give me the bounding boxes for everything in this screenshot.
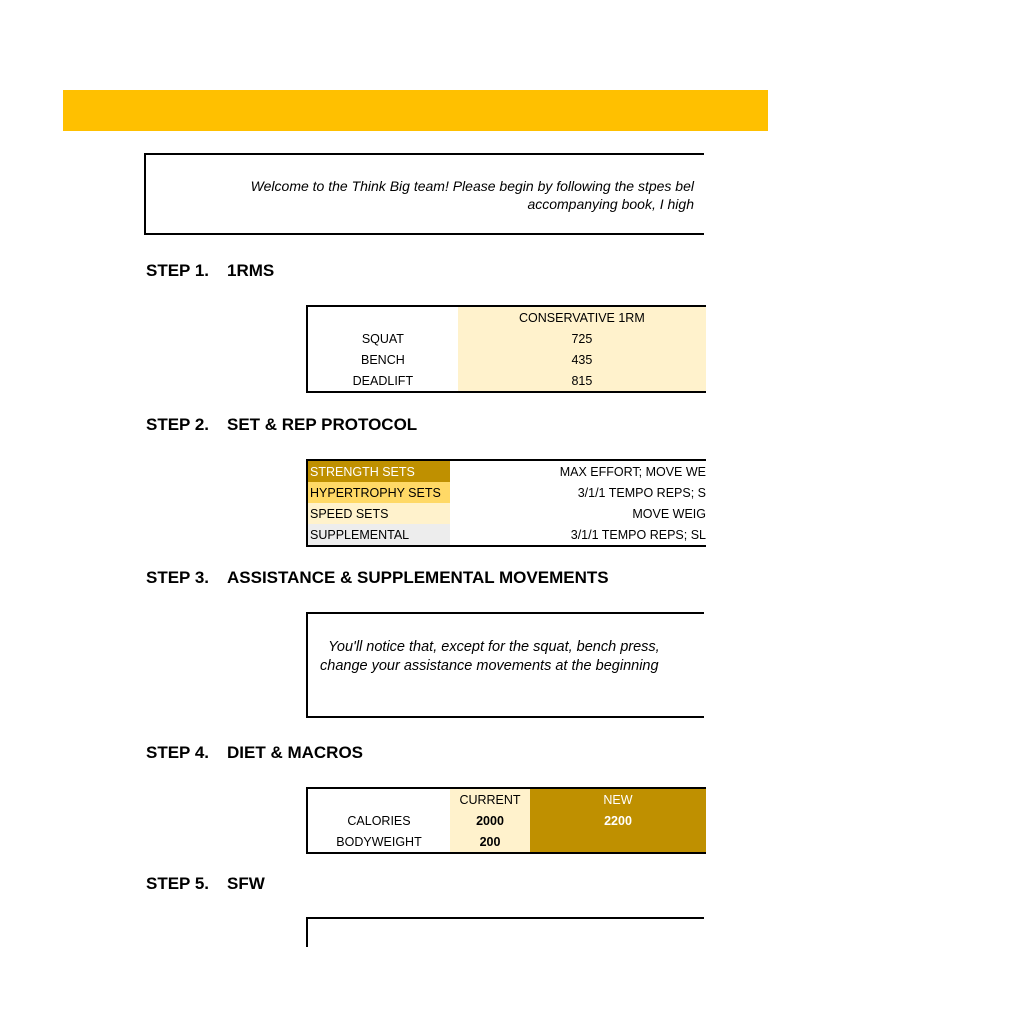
welcome-box [144, 153, 704, 235]
assistance-note-box [306, 612, 704, 718]
protocol-desc: MOVE WEIG [632, 506, 706, 521]
note-line-1: You'll notice that, except for the squat, bench press, [328, 639, 660, 655]
diet-label: CALORIES [347, 813, 411, 828]
protocol-desc: 3/1/1 TEMPO REPS; S [577, 485, 706, 500]
welcome-text [0, 177, 694, 213]
step-title: SET & REP PROTOCOL [227, 415, 418, 434]
step-5-heading [146, 874, 265, 894]
step-title: 1RMS [227, 261, 275, 280]
step-title: ASSISTANCE & SUPPLEMENTAL MOVEMENTS [227, 568, 609, 587]
step-title: SFW [227, 874, 265, 893]
table-row [307, 328, 706, 349]
table-row [307, 460, 706, 482]
welcome-line-2: accompanying book, I high [527, 196, 694, 212]
table-row [307, 306, 706, 328]
current-value[interactable]: 2000 [450, 810, 530, 831]
step-number: STEP 1. [146, 261, 209, 280]
step-number: STEP 2. [146, 415, 209, 434]
step-number: STEP 4. [146, 743, 209, 762]
lift-value[interactable]: 435 [458, 349, 706, 370]
assistance-note-text [320, 638, 1020, 676]
welcome-line-1: Welcome to the Think Big team! Please begin by following the stpes bel [250, 178, 694, 194]
step-2-heading [146, 415, 417, 435]
protocol-label: HYPERTROPHY SETS [307, 482, 450, 503]
table-row [307, 503, 706, 524]
protocol-label: STRENGTH SETS [307, 460, 450, 482]
new-value: 2200 [530, 810, 706, 831]
protocol-label: SPEED SETS [307, 503, 450, 524]
lift-value[interactable]: 815 [458, 370, 706, 392]
current-value[interactable]: 200 [450, 831, 530, 853]
one-rm-header: CONSERVATIVE 1RM [458, 306, 706, 328]
step-1-heading [146, 261, 274, 281]
protocol-desc: 3/1/1 TEMPO REPS; SL [570, 527, 706, 542]
protocol-table [306, 459, 706, 547]
table-row [307, 524, 706, 546]
lift-label: SQUAT [361, 331, 404, 346]
step-3-heading [146, 568, 609, 588]
diet-label: BODYWEIGHT [336, 834, 422, 849]
protocol-label: SUPPLEMENTAL [307, 524, 450, 546]
one-rm-table [306, 305, 706, 393]
table-row [307, 370, 706, 392]
diet-table [306, 787, 706, 854]
table-cell [307, 788, 450, 810]
step-4-heading [146, 743, 363, 763]
lift-label: BENCH [361, 352, 405, 367]
step-number: STEP 3. [146, 568, 209, 587]
note-line-2: change your assistance movements at the beginning [320, 658, 659, 674]
step-title: DIET & MACROS [227, 743, 363, 762]
table-row [307, 810, 706, 831]
new-header: NEW [530, 788, 706, 810]
protocol-desc: MAX EFFORT; MOVE WE [559, 464, 706, 479]
sfw-box [306, 917, 704, 947]
table-cell [307, 306, 458, 328]
new-value [530, 831, 706, 853]
table-row [307, 349, 706, 370]
step-number: STEP 5. [146, 874, 209, 893]
current-header: CURRENT [450, 788, 530, 810]
table-row [307, 788, 706, 810]
lift-label: DEADLIFT [352, 373, 414, 388]
lift-value[interactable]: 725 [458, 328, 706, 349]
table-row [307, 831, 706, 853]
table-row [307, 482, 706, 503]
